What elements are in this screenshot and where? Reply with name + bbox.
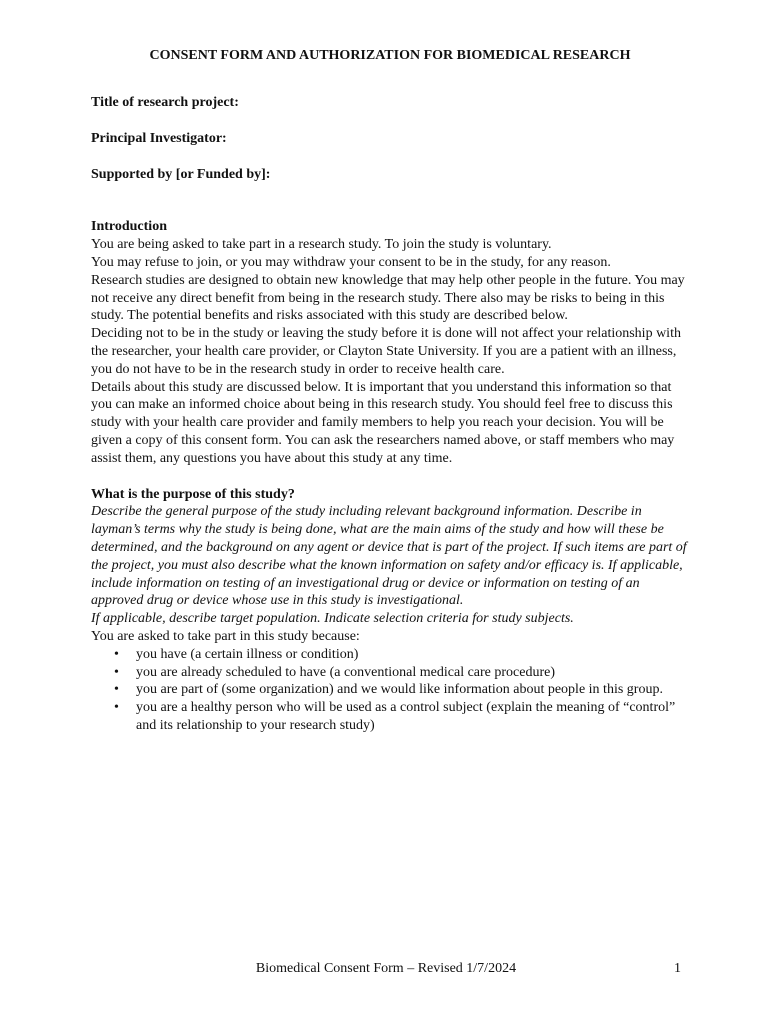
deciding-paragraph: Deciding not to be in the study or leaving the study before it is done will not affect your relationship with the researcher, your health care provider, or Clayton State University. If you are a patient with an illness, you do not have to be in the research study in order to receive health care.	[91, 326, 681, 377]
introduction-heading: Introduction	[91, 219, 167, 235]
list-item: • you have (a certain illness or condition)	[136, 646, 689, 664]
introduction-line-2: You may refuse to join, or you may withdraw your consent to be in the study, for any reason.	[91, 254, 611, 270]
footer-text: Biomedical Consent Form – Revised 1/7/2024	[255, 961, 517, 976]
principal-investigator-label: Principal Investigator:	[91, 130, 227, 146]
list-item: • you are part of (some organization) and we would like information about people in this group.	[136, 681, 689, 699]
purpose-instructions: Describe the general purpose of the study including relevant background information. Describe in layman’s terms why the study is being done, what are the main aims of the study and how will these be determined, and the background on any agent or device that is part of the project. If such items are part of the project, you must also describe what the known information on safety and/or efficacy is. If applicable, include information on testing of an investigational drug or device or information on testing of an approved drug or device whose use in this study is investigational.	[91, 504, 687, 609]
research-title-label: Title of research project:	[91, 95, 239, 110]
reason-intro: You are asked to take part in this study because:	[91, 628, 360, 644]
introduction-line-1: You are being asked to take part in a research study. To join the study is voluntary.	[91, 237, 552, 253]
research-studies-paragraph: Research studies are designed to obtain new knowledge that may help other people in the future. You may not receive any direct benefit from being in the research study. There also may be risks to being in this study. The potential benefits and risks associated with this study are described below.	[91, 272, 685, 324]
population-instructions: If applicable, describe target population. Indicate selection criteria for study subjects.	[91, 611, 574, 627]
list-item: • you are a healthy person who will be used as a control subject (explain the meaning of “control” and its relationship to your research study)	[136, 699, 689, 735]
document-title: CONSENT FORM AND AUTHORIZATION FOR BIOMEDICAL RESEARCH	[149, 48, 631, 63]
list-item: • you are already scheduled to have (a conventional medical care procedure)	[136, 664, 689, 682]
document-body	[91, 46, 689, 735]
purpose-heading: What is the purpose of this study?	[91, 486, 295, 502]
page-number: 1	[674, 961, 681, 976]
reasons-list	[91, 646, 689, 735]
details-paragraph: Details about this study are discussed below. It is important that you understand this information so that you can make an informed choice about being in this research study. You should feel free to discuss this study with your health care provider and family members to help you reach your decision. You will be given a copy of this consent form. You can ask the researchers named above, or staff members who may assist them, any questions you have about this study at any time.	[91, 379, 675, 466]
support-label: Supported by [or Funded by]:	[91, 166, 271, 182]
